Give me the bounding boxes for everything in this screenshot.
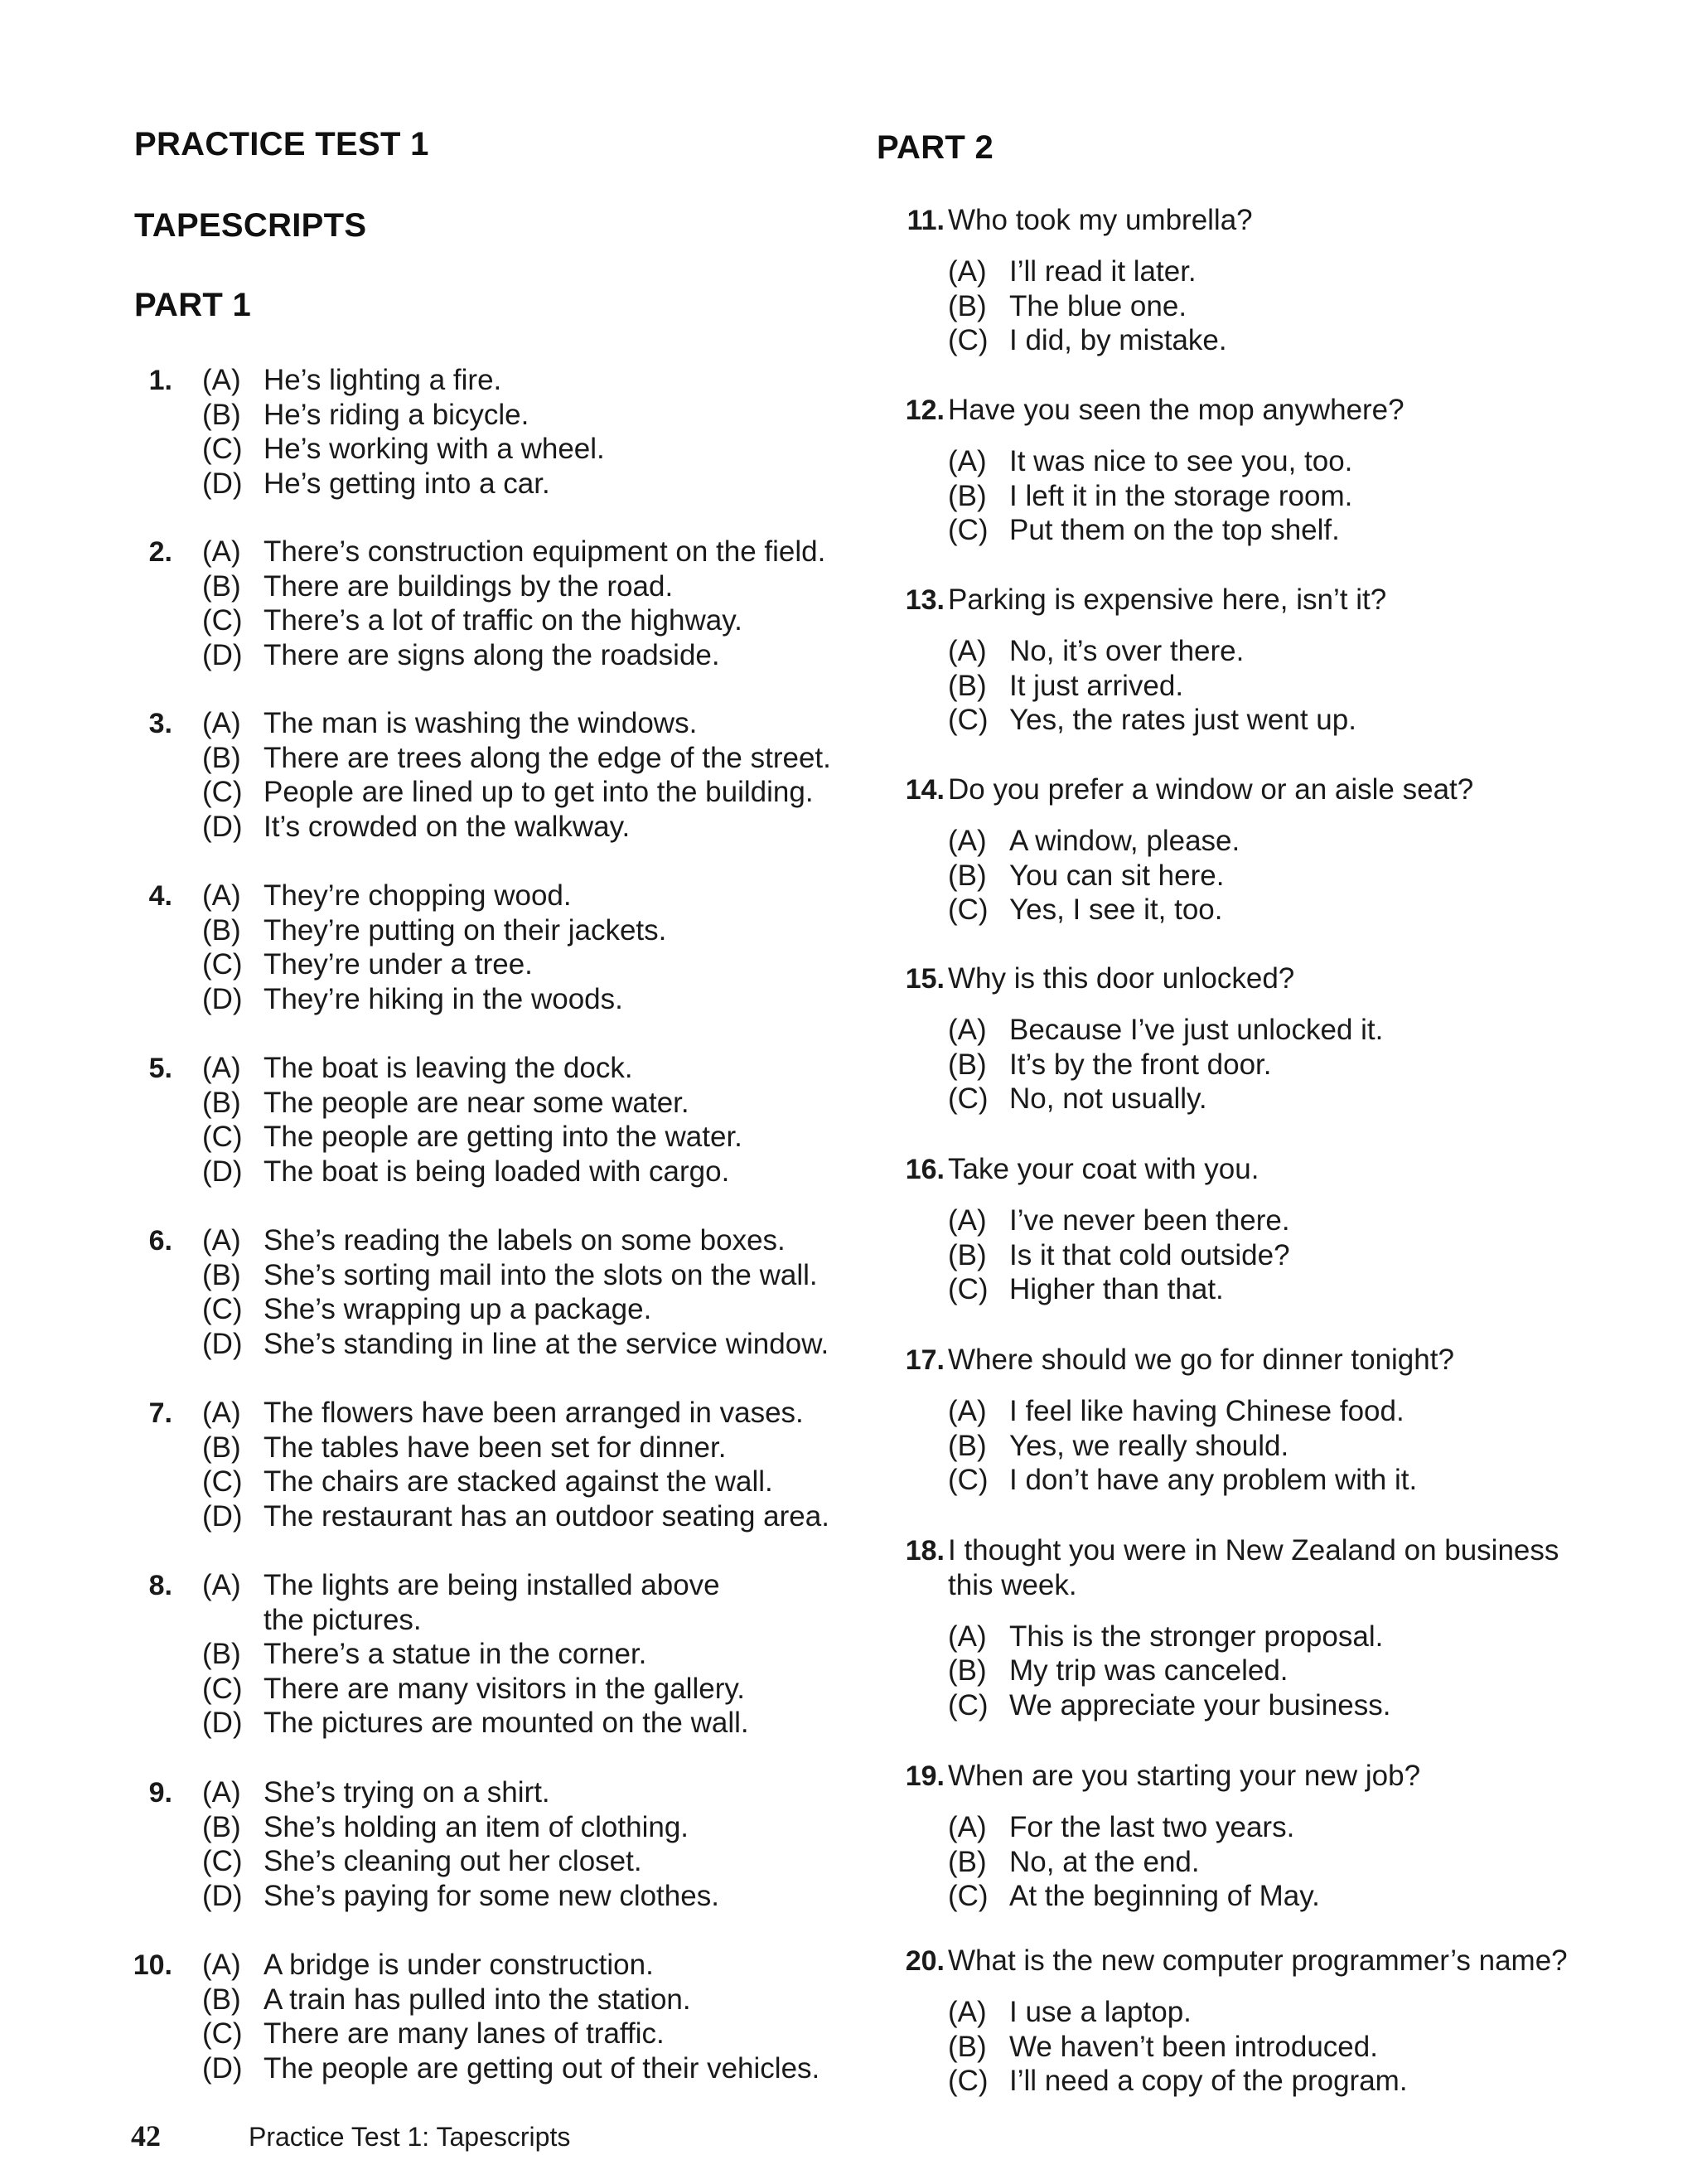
option-letter: (C) <box>202 1465 243 1499</box>
option-text: I left it in the storage room. <box>1009 479 1353 512</box>
question-text: Have you seen the mop anywhere? <box>948 394 1404 426</box>
option-letter: (C) <box>948 1273 989 1306</box>
option-letter: (B) <box>202 741 241 774</box>
part1-heading: PART 1 <box>134 287 252 323</box>
option-text: She’s wrapping up a package. <box>263 1293 652 1326</box>
option-letter: (C) <box>948 1688 989 1722</box>
option-text: We appreciate your business. <box>1009 1688 1391 1722</box>
question-number: 15. <box>905 963 945 995</box>
option-text: The people are getting into the water. <box>263 1121 742 1154</box>
option-text: Yes, we really should. <box>1009 1429 1289 1462</box>
option-letter: (B) <box>948 1429 987 1462</box>
option-text: Yes, the rates just went up. <box>1009 704 1356 737</box>
option-letter: (D) <box>202 2051 243 2085</box>
option-letter: (D) <box>202 1499 243 1533</box>
option-letter: (C) <box>202 948 243 981</box>
option-letter: (B) <box>202 1086 241 1119</box>
question-number: 14. <box>905 774 945 806</box>
option-text: The chairs are stacked against the wall. <box>263 1465 773 1499</box>
option-text: I did, by mistake. <box>1009 324 1227 357</box>
question-number: 11. <box>907 205 945 236</box>
option-text: Is it that cold outside? <box>1009 1238 1290 1271</box>
option-letter: (D) <box>202 810 243 843</box>
question-number: 20. <box>905 1945 945 1977</box>
question-number: 19. <box>905 1760 945 1792</box>
option-letter: (B) <box>948 1654 987 1688</box>
option-text: We haven’t been introduced. <box>1009 2030 1378 2063</box>
option-text: No, it’s over there. <box>1009 635 1245 667</box>
question-number: 3. <box>148 708 172 739</box>
option-letter: (B) <box>202 913 241 947</box>
question-text: Who took my umbrella? <box>948 204 1253 236</box>
option-letter: (B) <box>202 1810 241 1843</box>
option-text: They’re hiking in the woods. <box>263 982 623 1015</box>
option-letter: (B) <box>202 1638 241 1671</box>
option-text: The lights are being installed above <box>263 1569 720 1601</box>
question-text: What is the new computer programmer’s name? <box>948 1944 1568 1977</box>
question-number: 18. <box>905 1535 945 1567</box>
option-text: He’s getting into a car. <box>263 467 550 500</box>
question-text: Why is this door unlocked? <box>948 962 1295 995</box>
option-text: This is the stronger proposal. <box>1009 1620 1384 1653</box>
option-letter: (A) <box>202 1569 241 1601</box>
option-letter: (C) <box>202 1121 243 1154</box>
option-text: There are many visitors in the gallery. <box>263 1672 745 1705</box>
option-text: The restaurant has an outdoor seating area. <box>263 1499 829 1533</box>
option-text: The man is washing the windows. <box>263 707 698 739</box>
option-letter: (A) <box>948 445 987 477</box>
option-text: I don’t have any problem with it. <box>1009 1464 1418 1497</box>
option-text: Higher than that. <box>1009 1273 1224 1306</box>
section-title: TAPESCRIPTS <box>134 207 367 244</box>
option-letter: (A) <box>948 825 987 857</box>
option-text: They’re under a tree. <box>263 948 533 981</box>
question-number: 16. <box>905 1154 945 1185</box>
option-letter: (B) <box>948 669 987 702</box>
option-letter: (B) <box>202 1983 241 2016</box>
option-letter: (A) <box>202 1776 241 1809</box>
option-text: There are many lanes of traffic. <box>263 2017 665 2051</box>
question-number: 1. <box>148 365 172 396</box>
option-text: They’re chopping wood. <box>263 879 572 912</box>
option-letter: (C) <box>202 604 243 637</box>
option-text: The boat is leaving the dock. <box>263 1052 633 1084</box>
option-letter: (C) <box>948 893 989 927</box>
option-text: the pictures. <box>263 1603 422 1636</box>
question-number: 5. <box>148 1053 172 1084</box>
option-letter: (B) <box>948 2030 987 2063</box>
option-text: She’s trying on a shirt. <box>263 1776 550 1809</box>
option-letter: (C) <box>202 1672 243 1705</box>
option-text: Because I’ve just unlocked it. <box>1009 1014 1384 1046</box>
option-letter: (C) <box>948 704 989 737</box>
option-letter: (B) <box>202 398 241 431</box>
option-text: I’ve never been there. <box>1009 1204 1290 1237</box>
question-number: 12. <box>905 395 945 426</box>
option-text: She’s paying for some new clothes. <box>263 1879 719 1912</box>
option-letter: (A) <box>948 255 987 288</box>
option-text: No, at the end. <box>1009 1845 1200 1878</box>
option-text: He’s riding a bicycle. <box>263 398 529 431</box>
option-letter: (B) <box>948 1845 987 1878</box>
option-letter: (A) <box>948 1014 987 1046</box>
option-letter: (C) <box>202 2017 243 2051</box>
option-letter: (D) <box>202 467 243 500</box>
option-text: She’s holding an item of clothing. <box>263 1810 689 1843</box>
option-text: No, not usually. <box>1009 1082 1207 1116</box>
question-text: Do you prefer a window or an aisle seat? <box>948 773 1474 806</box>
option-letter: (B) <box>202 1431 241 1464</box>
option-text: A bridge is under construction. <box>263 1949 654 1981</box>
option-letter: (B) <box>948 1048 987 1081</box>
option-text: I’ll need a copy of the program. <box>1009 2065 1408 2098</box>
option-letter: (C) <box>948 2065 989 2098</box>
question-number: 10. <box>133 1949 172 1981</box>
question-number: 7. <box>148 1397 172 1429</box>
option-letter: (B) <box>202 569 241 603</box>
option-text: A window, please. <box>1009 825 1240 857</box>
option-text: I use a laptop. <box>1009 1996 1192 2028</box>
option-text: My trip was canceled. <box>1009 1654 1288 1688</box>
option-letter: (A) <box>202 1224 241 1257</box>
option-text: She’s cleaning out her closet. <box>263 1845 642 1878</box>
option-text: There’s a statue in the corner. <box>263 1638 647 1671</box>
option-text: He’s lighting a fire. <box>263 364 502 396</box>
option-text: He’s working with a wheel. <box>263 433 605 466</box>
option-text: There are signs along the roadside. <box>263 638 720 671</box>
option-letter: (C) <box>948 1082 989 1116</box>
option-text: It just arrived. <box>1009 669 1184 702</box>
option-text: For the last two years. <box>1009 1811 1295 1843</box>
option-text: She’s sorting mail into the slots on the wall. <box>263 1258 818 1291</box>
option-letter: (A) <box>948 1395 987 1427</box>
question-text: Take your coat with you. <box>948 1153 1259 1185</box>
option-letter: (B) <box>948 859 987 892</box>
option-text: The people are near some water. <box>263 1086 689 1119</box>
option-letter: (C) <box>202 1293 243 1326</box>
option-letter: (C) <box>948 324 989 357</box>
option-letter: (C) <box>202 433 243 466</box>
question-number: 4. <box>148 880 172 912</box>
option-letter: (C) <box>202 776 243 809</box>
option-text: They’re putting on their jackets. <box>263 913 667 947</box>
question-text: Parking is expensive here, isn’t it? <box>948 584 1387 616</box>
option-letter: (A) <box>202 707 241 739</box>
option-letter: (A) <box>948 1996 987 2028</box>
option-letter: (D) <box>202 1707 243 1740</box>
option-letter: (A) <box>202 364 241 396</box>
option-letter: (D) <box>202 1879 243 1912</box>
option-letter: (D) <box>202 1327 243 1360</box>
option-text: The pictures are mounted on the wall. <box>263 1707 749 1740</box>
option-text: There’s a lot of traffic on the highway. <box>263 604 742 637</box>
option-letter: (A) <box>202 879 241 912</box>
option-letter: (A) <box>948 1811 987 1843</box>
option-letter: (C) <box>948 1464 989 1497</box>
option-text: The blue one. <box>1009 289 1187 322</box>
question-text: this week. <box>948 1568 1077 1601</box>
option-letter: (A) <box>202 535 241 568</box>
option-text: She’s reading the labels on some boxes. <box>263 1224 786 1257</box>
option-text: There’s construction equipment on the field. <box>263 535 826 568</box>
option-letter: (A) <box>948 635 987 667</box>
option-letter: (C) <box>948 1880 989 1913</box>
option-letter: (D) <box>202 982 243 1015</box>
option-text: It’s crowded on the walkway. <box>263 810 631 843</box>
question-number: 13. <box>905 584 945 616</box>
part2-heading: PART 2 <box>877 129 994 166</box>
option-letter: (D) <box>202 638 243 671</box>
option-letter: (A) <box>202 1397 241 1429</box>
question-number: 8. <box>148 1570 172 1601</box>
option-text: The tables have been set for dinner. <box>263 1431 727 1464</box>
option-text: I feel like having Chinese food. <box>1009 1395 1404 1427</box>
option-text: Put them on the top shelf. <box>1009 514 1340 547</box>
option-letter: (B) <box>202 1258 241 1291</box>
option-letter: (A) <box>948 1204 987 1237</box>
question-text: I thought you were in New Zealand on business <box>948 1534 1559 1567</box>
question-number: 6. <box>148 1225 172 1257</box>
page-number: 42 <box>131 2119 161 2153</box>
option-text: People are lined up to get into the building. <box>263 776 814 809</box>
option-letter: (A) <box>202 1052 241 1084</box>
question-number: 17. <box>905 1344 945 1376</box>
test-title: PRACTICE TEST 1 <box>134 126 429 162</box>
option-text: At the beginning of May. <box>1009 1880 1320 1913</box>
option-text: There are buildings by the road. <box>263 569 674 603</box>
question-number: 9. <box>148 1777 172 1809</box>
option-text: The people are getting out of their vehicles. <box>263 2051 820 2085</box>
option-text: You can sit here. <box>1009 859 1225 892</box>
option-text: A train has pulled into the station. <box>263 1983 691 2016</box>
footer-title: Practice Test 1: Tapescripts <box>249 2122 571 2152</box>
option-letter: (D) <box>202 1155 243 1188</box>
option-text: The flowers have been arranged in vases. <box>263 1397 804 1429</box>
option-text: Yes, I see it, too. <box>1009 893 1223 927</box>
option-text: The boat is being loaded with cargo. <box>263 1155 730 1188</box>
question-text: When are you starting your new job? <box>948 1760 1421 1792</box>
option-text: There are trees along the edge of the street. <box>263 741 831 774</box>
question-number: 2. <box>148 536 172 568</box>
option-letter: (C) <box>948 514 989 547</box>
option-letter: (B) <box>948 1238 987 1271</box>
question-text: Where should we go for dinner tonight? <box>948 1344 1454 1376</box>
option-letter: (B) <box>948 289 987 322</box>
option-text: It was nice to see you, too. <box>1009 445 1353 477</box>
option-letter: (A) <box>202 1949 241 1981</box>
option-letter: (A) <box>948 1620 987 1653</box>
option-letter: (B) <box>948 479 987 512</box>
option-text: It’s by the front door. <box>1009 1048 1272 1081</box>
option-letter: (C) <box>202 1845 243 1878</box>
option-text: I’ll read it later. <box>1009 255 1197 288</box>
option-text: She’s standing in line at the service window. <box>263 1327 829 1360</box>
